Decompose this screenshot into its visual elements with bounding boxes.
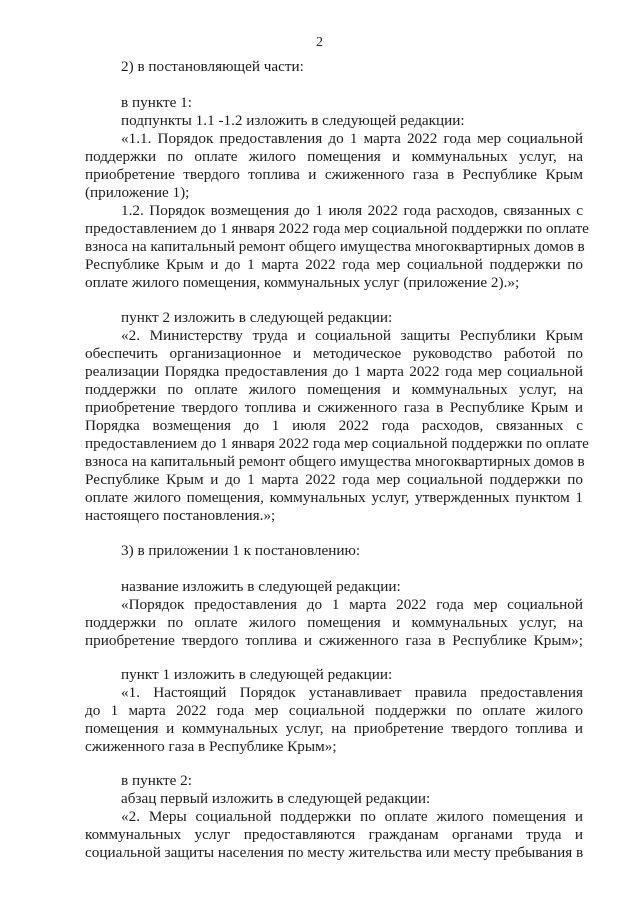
paragraph-line: Республике Крым и до 1 марта 2022 года мер социальной поддержки по: [85, 256, 583, 273]
paragraph-line: оплате жилого помещения, коммунальных услуг (приложение 2).»;: [85, 274, 520, 291]
paragraph-line: поддержки по оплате жилого помещения и коммунальных услуг, на: [85, 381, 583, 398]
paragraph-line: приобретение твердого топлива и сжиженного газа в Республике Крым и: [85, 399, 583, 416]
paragraph-line: оплате жилого помещения, коммунальных услуг, утвержденных пунктом 1: [85, 489, 583, 506]
page-number: 2: [316, 35, 323, 50]
paragraph-line: взноса на капитальный ремонт общего имущества многоквартирных домов в: [85, 453, 585, 470]
paragraph-line: коммунальных услуг предоставляются гражданам органами труда и: [85, 826, 583, 843]
paragraph-line: «1. Настоящий Порядок устанавливает правила предоставления: [121, 684, 583, 701]
paragraph-line: поддержки по оплате жилого помещения и коммунальных услуг, на: [85, 148, 583, 165]
subheading-item-2: в пункте 2:: [121, 772, 192, 789]
paragraph-line: помещения и коммунальных услуг, на приобретение твердого топлива и: [85, 720, 583, 737]
section-heading-3: 3) в приложении 1 к постановлению:: [121, 542, 361, 559]
paragraph-line: «1.1. Порядок предоставления до 1 марта 2022 года мер социальной: [121, 130, 583, 147]
paragraph-line: Республике Крым и до 1 марта 2022 года мер социальной поддержки по: [85, 471, 583, 488]
section-heading-2: 2) в постановляющей части:: [121, 58, 304, 75]
paragraph-line: (приложение 1);: [85, 184, 190, 201]
paragraph-line: до 1 марта 2022 года мер социальной поддержки по оплате жилого: [85, 702, 583, 719]
paragraph-line: приобретение твердого топлива и сжиженного газа в Республике Крым: [85, 166, 583, 183]
paragraph-line: приобретение твердого топлива и сжиженного газа в Республике Крым»;: [85, 632, 583, 649]
instruction-line: название изложить в следующей редакции:: [121, 578, 401, 595]
paragraph-line: взноса на капитальный ремонт общего имущества многоквартирных домов в: [85, 238, 585, 255]
paragraph-line: сжиженного газа в Республике Крым»;: [85, 738, 337, 755]
instruction-line: абзац первый изложить в следующей редакции:: [121, 790, 431, 807]
paragraph-line: предоставлением до 1 января 2022 года мер социальной поддержки по оплате: [85, 435, 589, 452]
paragraph-line: реализации Порядка предоставления до 1 марта 2022 года мер социальной: [85, 363, 583, 380]
subheading-item-1: в пункте 1:: [121, 94, 192, 111]
paragraph-line: «Порядок предоставления до 1 марта 2022 года мер социальной: [121, 596, 583, 613]
paragraph-line: настоящего постановления.»;: [85, 507, 276, 524]
paragraph-line: «2. Меры социальной поддержки по оплате жилого помещения и: [121, 808, 583, 825]
instruction-line: подпункты 1.1 -1.2 изложить в следующей редакции:: [121, 112, 465, 129]
paragraph-line: предоставлением до 1 января 2022 года мер социальной поддержки по оплате: [85, 220, 589, 237]
instruction-line: пункт 1 изложить в следующей редакции:: [121, 666, 393, 683]
paragraph-line: Порядка возмещения до 1 июля 2022 года расходов, связанных с: [85, 417, 583, 434]
paragraph-line: обеспечить организационное и методическое руководство работой по: [85, 345, 583, 362]
instruction-line: пункт 2 изложить в следующей редакции:: [121, 309, 393, 326]
paragraph-line: социальной защиты населения по месту жительства или месту пребывания в: [85, 844, 584, 861]
paragraph-line: 1.2. Порядок возмещения до 1 июля 2022 года расходов, связанных с: [121, 202, 583, 219]
paragraph-line: «2. Министерству труда и социальной защиты Республики Крым: [121, 327, 583, 344]
paragraph-line: поддержки по оплате жилого помещения и коммунальных услуг, на: [85, 614, 583, 631]
